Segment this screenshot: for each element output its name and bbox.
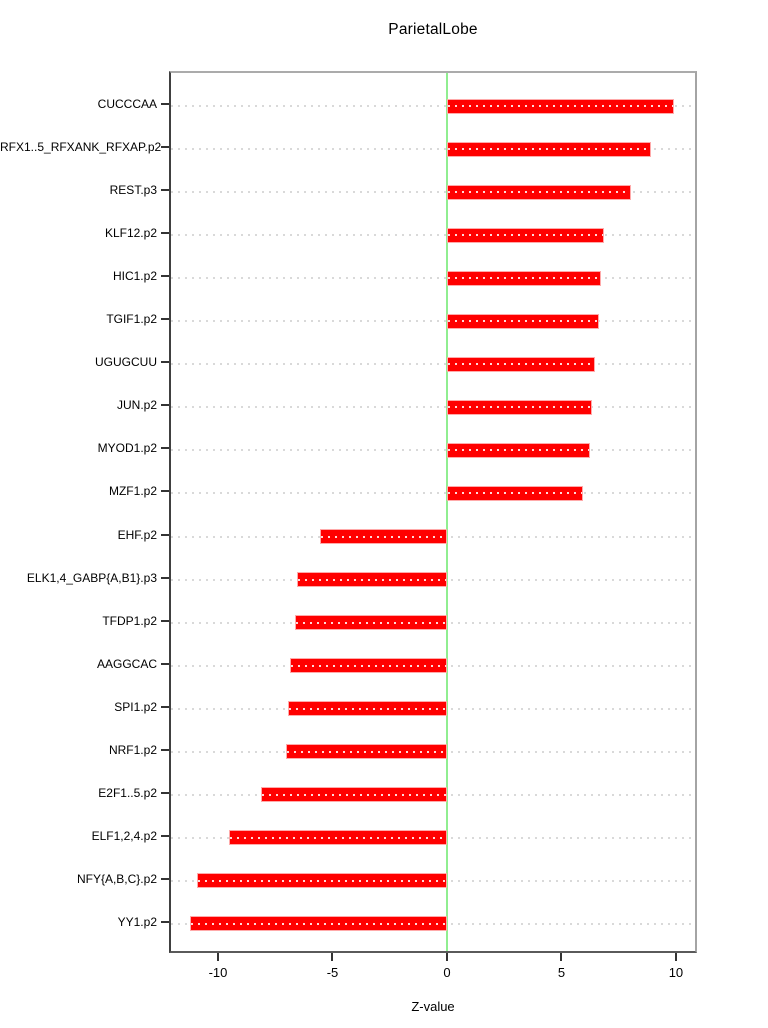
y-axis-label: KLF12.p2 (104, 226, 157, 241)
y-axis-tick (161, 921, 169, 923)
zero-reference-line (446, 73, 448, 951)
bar (288, 701, 447, 716)
bar (447, 99, 674, 114)
y-axis-label: ELF1,2,4.p2 (91, 828, 157, 843)
y-axis-tick (161, 534, 169, 536)
y-axis-tick (161, 146, 169, 148)
y-axis-tick (161, 404, 169, 406)
y-axis-label: NRF1.p2 (108, 742, 157, 757)
bar (447, 185, 631, 200)
y-axis-label: REST.p3 (109, 183, 157, 198)
bar (197, 873, 447, 888)
y-axis-tick (161, 749, 169, 751)
y-axis-tick (161, 361, 169, 363)
x-axis-tick (560, 953, 562, 961)
y-axis-label: AAGGCAC (96, 656, 157, 671)
bar (297, 572, 447, 587)
x-axis-tick-label: 5 (557, 965, 566, 980)
x-axis-tick-label: -10 (208, 965, 228, 980)
y-axis-label: RFX1..5_RFXANK_RFXAP.p2 (0, 140, 162, 155)
y-axis-label: NFY{A,B,C}.p2 (76, 871, 157, 886)
y-axis-tick (161, 490, 169, 492)
y-axis-tick (161, 878, 169, 880)
bar (295, 615, 447, 630)
y-axis-label: JUN.p2 (116, 398, 157, 413)
category-gridline (171, 406, 695, 408)
x-axis-title: Z-value (411, 999, 455, 1014)
x-axis-tick-label: 0 (443, 965, 451, 980)
bar (447, 314, 599, 329)
y-axis-tick (161, 706, 169, 708)
x-axis-tick (217, 953, 219, 961)
category-gridline (171, 234, 695, 236)
category-gridline (171, 363, 695, 365)
y-axis-tick (161, 189, 169, 191)
x-axis-tick (675, 953, 677, 961)
y-axis-tick (161, 232, 169, 234)
bar (447, 228, 604, 243)
bar (447, 357, 595, 372)
y-axis-tick (161, 447, 169, 449)
bar (229, 830, 447, 845)
y-axis-tick (161, 835, 169, 837)
y-axis-tick (161, 275, 169, 277)
bar (290, 658, 447, 673)
x-axis-tick (331, 953, 333, 961)
bar (447, 443, 590, 458)
y-axis-label: MYOD1.p2 (97, 441, 157, 456)
y-axis-label: CUCCCAA (97, 97, 157, 111)
y-axis-tick (161, 103, 169, 105)
y-axis-tick (161, 577, 169, 579)
y-axis-tick (161, 620, 169, 622)
category-gridline (171, 449, 695, 451)
y-axis-tick (161, 318, 169, 320)
bar (447, 271, 602, 286)
bar (320, 529, 447, 544)
y-axis-label: E2F1..5.p2 (98, 785, 157, 800)
y-axis-label: HIC1.p2 (112, 269, 157, 284)
bar (261, 787, 447, 802)
y-axis-label: MZF1.p2 (108, 484, 157, 499)
plot-area (169, 71, 697, 953)
category-gridline (171, 277, 695, 279)
x-axis-tick-label: 10 (668, 965, 684, 980)
x-axis-tick (446, 953, 448, 961)
y-axis-label: TGIF1.p2 (106, 312, 157, 327)
y-axis-label: UGUGCUU (95, 355, 157, 370)
y-axis-label: TFDP1.p2 (102, 613, 157, 628)
category-gridline (171, 320, 695, 322)
y-axis-label: YY1.p2 (117, 914, 157, 929)
category-gridline (171, 492, 695, 494)
chart-title: ParietalLobe (388, 21, 478, 38)
bar (286, 744, 447, 759)
bar (447, 486, 583, 501)
bar (447, 142, 652, 157)
y-axis-label: ELK1,4_GABP{A,B1}.p3 (26, 570, 157, 585)
y-axis-label: EHF.p2 (117, 527, 157, 542)
x-axis-tick-label: -5 (326, 965, 339, 980)
bar (190, 916, 447, 931)
bar (447, 400, 592, 415)
y-axis-tick (161, 792, 169, 794)
y-axis-tick (161, 663, 169, 665)
y-axis-label: SPI1.p2 (114, 699, 157, 714)
